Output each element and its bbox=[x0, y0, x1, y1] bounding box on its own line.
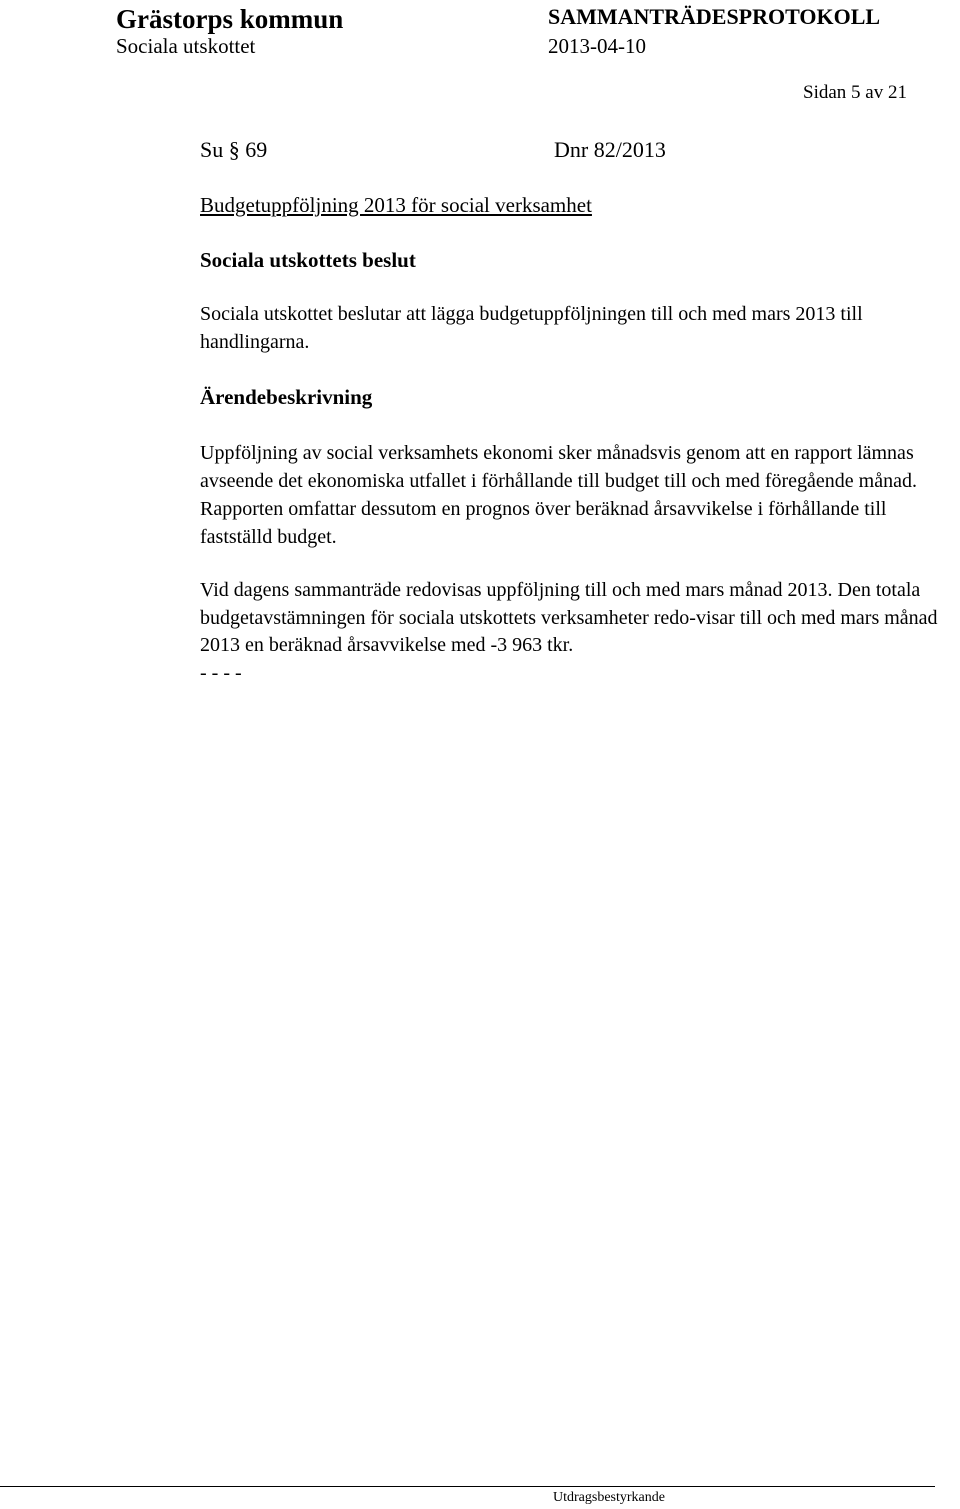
document-type: SAMMANTRÄDESPROTOKOLL bbox=[548, 4, 881, 29]
meeting-date: 2013-04-10 bbox=[548, 34, 646, 58]
decision-heading: Sociala utskottets beslut bbox=[200, 248, 416, 272]
organization-name: Grästorps kommun bbox=[116, 4, 344, 34]
registration-number: Dnr 82/2013 bbox=[554, 137, 666, 162]
department-name: Sociala utskottet bbox=[116, 34, 256, 58]
description-heading: Ärendebeskrivning bbox=[200, 385, 373, 409]
signature-line bbox=[0, 1486, 935, 1487]
description-paragraph-2: Vid dagens sammanträde redovisas uppföljning till och med mars månad 2013. Den totala budgetavstämningen för sociala utskottets verksamheter redo-visar till och med mars månad 2013 en beräknad årsavvikelse med -3 963 tkr. bbox=[200, 579, 938, 656]
case-subject: Budgetuppföljning 2013 för social verksamhet bbox=[200, 193, 592, 217]
case-number: Su § 69 bbox=[200, 137, 268, 162]
page-number: Sidan 5 av 21 bbox=[803, 82, 907, 103]
description-paragraph-1: Uppföljning av social verksamhets ekonomi sker månadsvis genom att en rapport lämnas avseende det ekonomiska utfallet i förhållande till budget till och med föregående månad. Rapporten omfattar dessutom en prognos över beräknad årsavvikelse i förhållande till fastställd budget. bbox=[200, 442, 917, 548]
certification-label: Utdragsbestyrkande bbox=[553, 1490, 665, 1505]
end-marker: - - - - bbox=[200, 662, 242, 684]
decision-text: Sociala utskottet beslutar att lägga budgetuppföljningen till och med mars 2013 till handlingarna. bbox=[200, 303, 863, 353]
